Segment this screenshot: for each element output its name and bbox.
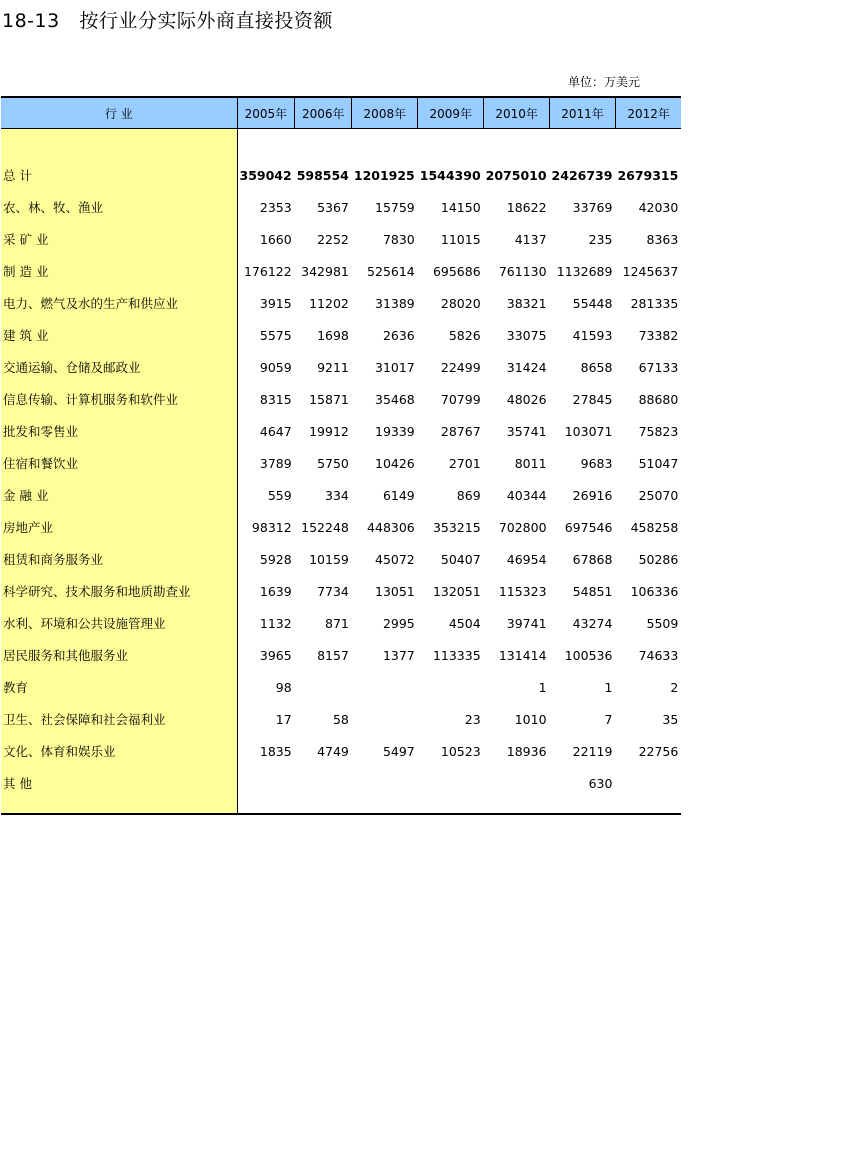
cell-value: 598554 — [296, 167, 349, 183]
cell-value: 31017 — [375, 359, 415, 375]
cell-value: 3915 — [259, 295, 292, 311]
cell-value: 7830 — [382, 231, 415, 247]
table-row — [1, 383, 681, 415]
table-row — [1, 479, 681, 511]
cell-value: 35468 — [375, 391, 415, 407]
cell-value: 41593 — [572, 327, 613, 343]
cell-value: 100536 — [564, 647, 613, 663]
cell-value: 1377 — [382, 647, 415, 663]
cell-value: 28767 — [440, 423, 481, 439]
cell-value: 1 — [538, 679, 547, 695]
cell-value: 67868 — [572, 551, 613, 567]
cell-value: 9059 — [259, 359, 292, 375]
cell-value: 1201925 — [353, 167, 415, 183]
row-label: 租赁和商务服务业 — [1, 543, 237, 575]
row-label: 卫生、社会保障和社会福利业 — [1, 703, 237, 735]
cell-value: 3789 — [259, 455, 292, 471]
cell-value: 22756 — [638, 743, 679, 759]
cell-value: 19912 — [309, 423, 349, 439]
cell-value: 43274 — [572, 615, 613, 631]
cell-value: 67133 — [638, 359, 679, 375]
cell-value: 3965 — [259, 647, 292, 663]
cell-value: 5575 — [259, 327, 292, 343]
cell-value: 131414 — [498, 647, 547, 663]
cell-value: 871 — [325, 615, 349, 631]
row-label: 水利、环境和公共设施管理业 — [1, 607, 237, 639]
cell-value: 115323 — [498, 583, 547, 599]
table-row — [1, 607, 681, 639]
cell-value: 10159 — [309, 551, 349, 567]
cell-value: 353215 — [432, 519, 481, 535]
cell-value: 15871 — [309, 391, 349, 407]
row-label: 科学研究、技术服务和地质勘查业 — [1, 575, 237, 607]
cell-value: 18622 — [506, 199, 547, 215]
cell-value: 13051 — [375, 583, 415, 599]
cell-value: 2252 — [317, 231, 349, 247]
cell-value: 1245637 — [622, 263, 679, 279]
fdi-by-industry-table — [1, 96, 681, 815]
cell-value: 2353 — [259, 199, 292, 215]
table-row — [1, 159, 681, 191]
table-row — [1, 287, 681, 319]
cell-value: 33075 — [506, 327, 547, 343]
cell-value: 26916 — [572, 487, 613, 503]
page-title: 18-13 按行业分实际外商直接投资额 — [2, 10, 333, 32]
cell-value: 697546 — [564, 519, 613, 535]
cell-value: 8157 — [317, 647, 349, 663]
cell-value: 359042 — [239, 167, 292, 183]
cell-value: 70799 — [440, 391, 481, 407]
cell-value: 1698 — [317, 327, 349, 343]
cell-value: 106336 — [630, 583, 679, 599]
cell-value — [352, 703, 418, 735]
row-label: 房地产业 — [1, 511, 237, 543]
header-year: 2011年 — [550, 97, 616, 129]
table-row — [1, 671, 681, 703]
table-row — [1, 351, 681, 383]
table-row — [1, 575, 681, 607]
cell-value: 2 — [670, 679, 679, 695]
cell-value: 31389 — [375, 295, 415, 311]
cell-value: 9683 — [580, 455, 613, 471]
cell-value — [295, 767, 352, 799]
cell-value: 98312 — [251, 519, 292, 535]
row-label: 电力、燃气及水的生产和供应业 — [1, 287, 237, 319]
cell-value: 31424 — [506, 359, 547, 375]
table-footer-rule — [1, 799, 681, 814]
cell-value: 1544390 — [419, 167, 481, 183]
cell-value: 132051 — [432, 583, 481, 599]
row-label: 农、林、牧、渔业 — [1, 191, 237, 223]
cell-value: 22119 — [572, 743, 613, 759]
row-label: 交通运输、仓储及邮政业 — [1, 351, 237, 383]
cell-value: 35741 — [506, 423, 547, 439]
header-year: 2012年 — [615, 97, 681, 129]
row-label: 总 计 — [1, 159, 237, 191]
table-row — [1, 767, 681, 799]
cell-value: 2679315 — [617, 167, 679, 183]
cell-value: 23 — [464, 711, 481, 727]
cell-value: 11015 — [440, 231, 481, 247]
cell-value: 10426 — [375, 455, 415, 471]
cell-value: 7734 — [317, 583, 349, 599]
table-row — [1, 415, 681, 447]
cell-value: 342981 — [301, 263, 349, 279]
table-row — [1, 735, 681, 767]
cell-value: 51047 — [638, 455, 679, 471]
cell-value: 281335 — [630, 295, 679, 311]
cell-value: 1132 — [259, 615, 292, 631]
cell-value: 19339 — [375, 423, 415, 439]
cell-value — [352, 767, 418, 799]
cell-value: 2426739 — [551, 167, 613, 183]
cell-value — [615, 767, 681, 799]
cell-value — [484, 767, 550, 799]
table-row — [1, 703, 681, 735]
row-label: 批发和零售业 — [1, 415, 237, 447]
table-header-row — [1, 97, 681, 129]
row-label: 文化、体育和娱乐业 — [1, 735, 237, 767]
cell-value — [352, 671, 418, 703]
cell-value: 5928 — [259, 551, 292, 567]
cell-value: 42030 — [638, 199, 679, 215]
table-row — [1, 543, 681, 575]
cell-value: 525614 — [367, 263, 415, 279]
cell-value: 50407 — [440, 551, 481, 567]
row-label: 居民服务和其他服务业 — [1, 639, 237, 671]
cell-value: 5826 — [448, 327, 481, 343]
cell-value: 8363 — [646, 231, 679, 247]
table-row — [1, 511, 681, 543]
cell-value: 630 — [588, 775, 613, 791]
cell-value: 39741 — [506, 615, 547, 631]
row-label: 建 筑 业 — [1, 319, 237, 351]
cell-value: 75823 — [638, 423, 679, 439]
cell-value: 235 — [588, 231, 613, 247]
cell-value: 695686 — [432, 263, 481, 279]
row-label: 制 造 业 — [1, 255, 237, 287]
cell-value: 40344 — [506, 487, 547, 503]
cell-value: 1 — [604, 679, 613, 695]
table-row — [1, 319, 681, 351]
cell-value: 25070 — [638, 487, 679, 503]
cell-value: 48026 — [506, 391, 547, 407]
cell-value: 8658 — [580, 359, 613, 375]
cell-value: 14150 — [440, 199, 481, 215]
cell-value: 176122 — [243, 263, 292, 279]
cell-value — [418, 767, 484, 799]
cell-value: 17 — [275, 711, 292, 727]
cell-value: 8011 — [514, 455, 547, 471]
cell-value: 18936 — [506, 743, 547, 759]
cell-value: 74633 — [638, 647, 679, 663]
header-year: 2008年 — [352, 97, 418, 129]
cell-value: 33769 — [572, 199, 613, 215]
cell-value: 98 — [275, 679, 292, 695]
row-label: 信息传输、计算机服务和软件业 — [1, 383, 237, 415]
table-row — [1, 223, 681, 255]
cell-value: 50286 — [638, 551, 679, 567]
cell-value: 702800 — [498, 519, 547, 535]
cell-value: 11202 — [309, 295, 349, 311]
cell-value: 458258 — [630, 519, 679, 535]
cell-value: 1639 — [259, 583, 292, 599]
row-label: 金 融 业 — [1, 479, 237, 511]
cell-value: 869 — [456, 487, 481, 503]
row-label: 住宿和餐饮业 — [1, 447, 237, 479]
header-year: 2005年 — [237, 97, 295, 129]
cell-value: 8315 — [259, 391, 292, 407]
cell-value: 152248 — [301, 519, 349, 535]
row-label: 采 矿 业 — [1, 223, 237, 255]
cell-value: 46954 — [506, 551, 547, 567]
cell-value — [295, 671, 352, 703]
cell-value: 1835 — [259, 743, 292, 759]
cell-value: 15759 — [375, 199, 415, 215]
cell-value: 22499 — [440, 359, 481, 375]
cell-value — [418, 671, 484, 703]
cell-value: 5509 — [646, 615, 679, 631]
cell-value: 2995 — [382, 615, 415, 631]
cell-value: 4647 — [259, 423, 292, 439]
cell-value: 35 — [662, 711, 679, 727]
cell-value: 7 — [604, 711, 613, 727]
cell-value: 58 — [332, 711, 349, 727]
header-year: 2010年 — [484, 97, 550, 129]
cell-value: 2075010 — [485, 167, 547, 183]
cell-value: 1010 — [514, 711, 547, 727]
cell-value: 38321 — [506, 295, 547, 311]
cell-value: 1660 — [259, 231, 292, 247]
row-label: 教育 — [1, 671, 237, 703]
cell-value: 88680 — [638, 391, 679, 407]
table-row — [1, 191, 681, 223]
cell-value: 4749 — [317, 743, 349, 759]
unit-label: 单位：万美元 — [568, 75, 641, 89]
cell-value: 334 — [325, 487, 349, 503]
cell-value: 2636 — [382, 327, 415, 343]
cell-value — [237, 767, 295, 799]
header-industry: 行 业 — [1, 97, 237, 129]
cell-value: 113335 — [432, 647, 481, 663]
cell-value: 2701 — [448, 455, 481, 471]
table-row — [1, 255, 681, 287]
header-year: 2006年 — [295, 97, 352, 129]
table-row — [1, 447, 681, 479]
cell-value: 54851 — [572, 583, 613, 599]
cell-value: 1132689 — [556, 263, 613, 279]
cell-value: 28020 — [440, 295, 481, 311]
cell-value: 5497 — [382, 743, 415, 759]
cell-value: 761130 — [498, 263, 547, 279]
cell-value: 45072 — [375, 551, 415, 567]
cell-value: 5750 — [317, 455, 349, 471]
cell-value: 73382 — [638, 327, 679, 343]
cell-value: 103071 — [564, 423, 613, 439]
cell-value: 27845 — [572, 391, 613, 407]
cell-value: 448306 — [367, 519, 415, 535]
header-year: 2009年 — [418, 97, 484, 129]
cell-value: 559 — [267, 487, 292, 503]
spacer-row — [1, 129, 681, 160]
cell-value: 4137 — [514, 231, 547, 247]
cell-value: 10523 — [440, 743, 481, 759]
cell-value: 55448 — [572, 295, 613, 311]
cell-value: 4504 — [448, 615, 481, 631]
table-row — [1, 639, 681, 671]
cell-value: 6149 — [382, 487, 415, 503]
cell-value: 5367 — [317, 199, 349, 215]
row-label: 其 他 — [1, 767, 237, 799]
cell-value: 9211 — [317, 359, 349, 375]
